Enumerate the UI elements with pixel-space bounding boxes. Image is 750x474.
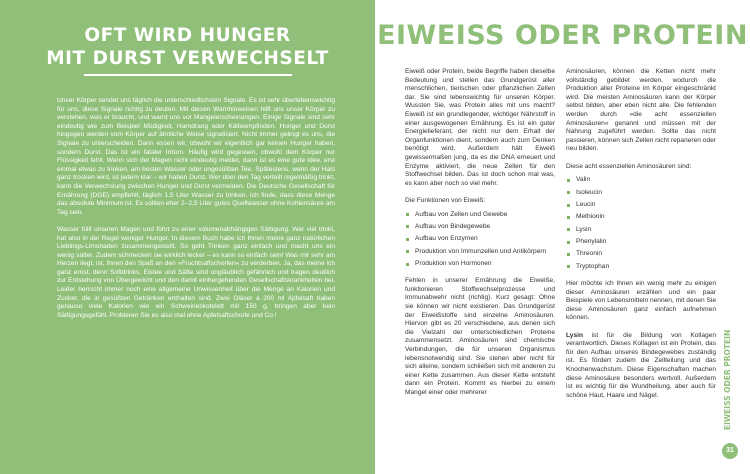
lysin-description: ist für die Bildung von Kollagen verantwortlich. Dieses Kollagen ist ein Protein, das für den Aufbau unseres Bindegewebes zuständig ist. Es fördert zudem die Zellteilung und das Knochenwachstum. Diese Eigenschaften machen diese Aminosäure besonders wertvoll. Außerdem ist es wichtig für die Wundheilung, aber auch für schöne Haut, Haare und Nägel.	[566, 331, 716, 399]
list-item: Methionin	[566, 213, 716, 222]
functions-label: Die Funktionen von Eiweiß:	[405, 196, 486, 204]
list-item: Produktion von Hormonen	[405, 260, 555, 269]
chapter-side-label: EIWEISS ODER PROTEIN	[723, 329, 732, 430]
col2-paragraph-3	[566, 332, 716, 401]
list-item: Valin	[566, 176, 716, 185]
left-page-title	[0, 24, 375, 70]
functions-list	[405, 211, 555, 269]
left-title-line-2: MIT DURST VERWECHSELT	[46, 48, 329, 69]
amino-acids-list	[566, 176, 716, 271]
left-body-text	[57, 97, 335, 329]
list-item: Tryptophan	[566, 263, 716, 272]
lysin-term: Lysin	[566, 331, 583, 339]
list-item: Produktion von Immunzellen und Antikörpern	[405, 248, 555, 257]
right-column-2	[566, 68, 716, 409]
list-item: Lysin	[566, 226, 716, 235]
page-number-badge: 31	[722, 443, 738, 459]
list-item: Leucin	[566, 201, 716, 210]
list-item: Threonin	[566, 250, 716, 259]
list-item: Aufbau von Enzymen	[405, 235, 555, 244]
right-page-title: EIWEISS ODER PROTEIN	[377, 20, 748, 51]
left-paragraph-1: Unser Körper sendet uns täglich die unterschiedlichsten Signale. Es ist sehr überlebenswichtig für uns, diese Signale richtig zu deuten. Mit diesen Warnhinweisen hilft uns unser Körper zu verstehen, was er braucht, und warnt uns vor Mangelerscheinungen. Einige Signale sind sehr eindeutig wie zum Beispiel Müdigkeit, Harndrang oder Kälteempfinden. Hunger und Durst hingegen werden vom Körper auf ähnliche Weise signalisiert. Nicht immer gelingt es uns, die Signale zu unterscheiden. Dann essen wir, obwohl wir eigentlich gar keinen Hunger haben, sondern Durst. Das ist ein fataler Irrtum. Häufig wird gegessen, obwohl dem Körper nur Flüssigkeit fehlt. Wenn sich der Magen nicht eindeutig meldet, dann ist es eine gute Idee, erst einmal etwas zu trinken, am besten Wasser oder ungesüßten Tee. Spätestens, wenn der Hals ganz trocken wird, ist jedem klar – wir haben Durst. Wer über den Tag verteilt regelmäßig trinkt, kann die Verwechslung zwischen Hunger und Durst vermeiden. Die Deutsche Gesellschaft für Ernährung (DGE) empfiehlt, täglich 1,5 Liter Wasser zu trinken. Ich finde, dass diese Menge das absolute Minimum ist. Es sollten eher 2–2,5 Liter gutes Quellwasser ohne Kohlensäure am Tag sein.	[57, 97, 335, 216]
col1-paragraph-2: Fehlen in unserer Ernährung die Eiweiße, funktionieren Stoffwechselprozesse und Immunabwehr nicht (richtig). Kurz gesagt: Ohne sie können wir nicht existieren. Das Grundgerüst der Eiweißstoffe sind einzelne Aminosäuren. Hiervon gibt es 20 verschiedene, aus denen sich die Vielzahl der unterschiedlichen Proteine zusammensetzt. Aminosäuren sind chemische Verbindungen, die für unseren Organismus lebensnotwendig sind. Sie stehen aber nicht für sich alleine, sondern schließen sich mit anderen zu einer Kette zusammen. Aus dieser Kette entsteht dann ein Protein. Kommt es hierbei zu einem Mangel einer oder mehrerer	[405, 277, 555, 396]
col1-paragraph-1: Eiweiß oder Protein, beide Begriffe haben dieselbe Bedeutung und stellen das Grundgerüst aller menschlichen, tierischen oder pflanzlichen Zellen dar. Sie sind lebenswichtig für unseren Körper. Wussten Sie, was Protein alles mit uns macht? Eiweiß ist ein grundlegender, wichtiger Nährstoff in einer ausgewogenen Ernährung. Es ist ein guter Energielieferant, der nicht nur dem Erhalt der Organfunktionen dient, sondern auch zum Denken benötigt wird. Außerdem hält Eiweiß gewissermaßen jung, da es die DNA erneuert und Enzyme aktiviert, die neue Zellen für den Stoffwechsel bilden. Das ist doch schon mal was, es kann aber noch so viel mehr.	[405, 68, 555, 187]
title-underline-divider	[84, 74, 292, 76]
col2-paragraph-2: Hier möchte ich Ihnen ein wenig mehr zu einigen dieser Aminosäuren erzählen und ein paar Beispiele von Lebensmitteln nennen, mit denen Sie diese Aminosäuren ganz einfach aufnehmen können.	[566, 280, 716, 322]
list-item: Isoleucin	[566, 189, 716, 198]
right-column-1	[405, 68, 555, 406]
list-item: Phenylalin	[566, 238, 716, 247]
left-paragraph-2: Wasser füllt unseren Magen und führt zu einer volumenabhängigen Sättigung. Wer viel trinkt, hat also in der Regel weniger Hunger. In diesem Buch habe ich Ihnen meine ganz natürlichen Lieblings-Limonaden zusammengestellt. So geht Trinken ganz einfach und macht uns ein wenig satter. Zudem schmecken sie wirklich lecker – es kann so einfach sein! Was mir sehr am Herzen liegt, ist, Ihnen den Spaß an den »Fruchtsaftschorlen« zu verderben. Ja, das meine ich ganz ernst, denn Softdrinks, Eistee und Säfte sind ungläublich gefährlich und tragen deutlich zur Entstehung von Übergewicht und den damit einhergehenden Gesellschaftskrankheiten bei. Leider herrscht immer noch eine allgemeine Unwissenheit über die Menge an Kalorien und Zucker, die in gesüßten Getränken enthalten sind. Zwei Gläser à 200 ml Apfelsaft haben genauso viele Kalorien wie ein Schweineskotelett mit 150 g, bringen aber kein Sättigungsgefühl. Probieren Sie es also mal ohne Apfelsaftschorle und Co.!	[57, 225, 335, 319]
list-item: Aufbau von Bindegewebe	[405, 223, 555, 232]
left-title-line-1: OFT WIRD HUNGER	[84, 25, 291, 46]
amino-acids-label: Diese acht essenziellen Aminosäuren sind:	[566, 162, 692, 170]
col2-paragraph-1: Aminosäuren, können die Ketten nicht mehr vollständig gebildet werden, wodurch die Produktion aller Proteine im Körper eingeschränkt wird. Die meisten Aminosäuren kann der Körper selbst bilden, aber eben nicht alle. Die fehlenden werden durch »die acht essenziellen Aminosäuren« genannt und müssen mit der Nahrung zugeführt werden. Sollte das nicht passieren, können sich Zellen nicht reparieren oder neu bilden.	[566, 68, 716, 153]
list-item: Aufbau von Zellen und Gewebe	[405, 211, 555, 220]
